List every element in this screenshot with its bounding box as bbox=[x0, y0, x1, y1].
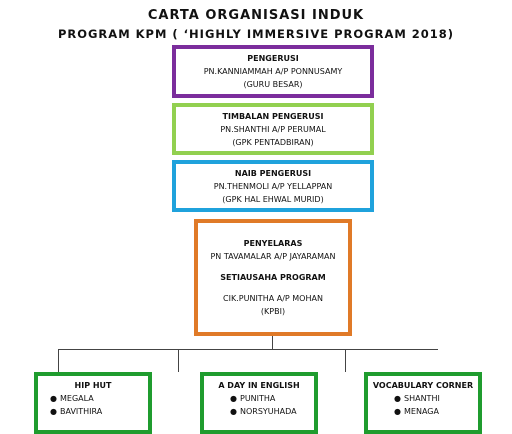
team-box-a-day-in-english bbox=[200, 372, 318, 434]
team-title: VOCABULARY CORNER bbox=[372, 381, 474, 390]
penyelaras-box bbox=[194, 219, 352, 336]
naib-pengerusi-box bbox=[172, 160, 374, 212]
list-item bbox=[394, 405, 478, 418]
connector-team-center bbox=[178, 349, 179, 372]
member-list bbox=[368, 392, 478, 418]
member-name: BAVITHIRA bbox=[60, 407, 103, 416]
list-item bbox=[394, 392, 478, 405]
member-list bbox=[38, 392, 148, 418]
penyelaras-role: PENYELARAS bbox=[243, 239, 303, 248]
naib-position: (GPK HAL EHWAL MURID) bbox=[222, 194, 324, 204]
team-box-vocabulary-corner bbox=[364, 372, 482, 434]
setiausaha-role: SETIAUSAHA PROGRAM bbox=[220, 273, 326, 282]
timbalan-name: PN.SHANTHI A/P PERUMAL bbox=[220, 124, 326, 134]
connector-main-down bbox=[272, 336, 273, 350]
team-title: HIP HUT bbox=[74, 381, 112, 390]
list-item bbox=[230, 405, 314, 418]
timbalan-position: (GPK PENTADBIRAN) bbox=[232, 137, 314, 147]
member-name: SHANTHI bbox=[404, 394, 440, 403]
list-item bbox=[50, 405, 148, 418]
setiausaha-position: (KPBI) bbox=[260, 307, 286, 316]
setiausaha-name: CIK.PUNITHA A/P MOHAN bbox=[223, 294, 323, 303]
pengerusi-role: PENGERUSI bbox=[247, 54, 299, 63]
team-box-hip-hut bbox=[34, 372, 152, 434]
penyelaras-name: PN TAVAMALAR A/P JAYARAMAN bbox=[210, 252, 336, 261]
member-name: MENAGA bbox=[404, 407, 439, 416]
connector-horizontal bbox=[58, 349, 438, 350]
chart-subtitle: PROGRAM KPM ( ‘HIGHLY IMMERSIVE PROGRAM 2018) bbox=[57, 27, 455, 41]
chart-title: CARTA ORGANISASI INDUK bbox=[147, 8, 365, 23]
connector-team-left bbox=[58, 349, 59, 372]
member-name: MEGALA bbox=[60, 394, 94, 403]
connector-team-right bbox=[345, 349, 346, 372]
pengerusi-position: (GURU BESAR) bbox=[243, 80, 303, 89]
list-item bbox=[230, 392, 314, 405]
pengerusi-box bbox=[172, 45, 374, 98]
team-title: A DAY IN ENGLISH bbox=[218, 381, 300, 390]
bullet-icon: ● bbox=[230, 394, 237, 403]
bullet-icon: ● bbox=[50, 394, 57, 403]
naib-name: PN.THENMOLI A/P YELLAPPAN bbox=[213, 181, 333, 191]
member-list bbox=[204, 392, 314, 418]
bullet-icon: ● bbox=[230, 407, 237, 416]
pengerusi-name: PN.KANNIAMMAH A/P PONNUSAMY bbox=[203, 67, 343, 76]
bullet-icon: ● bbox=[394, 394, 401, 403]
timbalan-role: TIMBALAN PENGERUSI bbox=[222, 111, 324, 121]
list-item bbox=[50, 392, 148, 405]
timbalan-pengerusi-box bbox=[172, 103, 374, 155]
bullet-icon: ● bbox=[50, 407, 57, 416]
member-name: NORSYUHADA bbox=[240, 407, 297, 416]
naib-role: NAIB PENGERUSI bbox=[234, 168, 312, 178]
member-name: PUNITHA bbox=[240, 394, 276, 403]
bullet-icon: ● bbox=[394, 407, 401, 416]
